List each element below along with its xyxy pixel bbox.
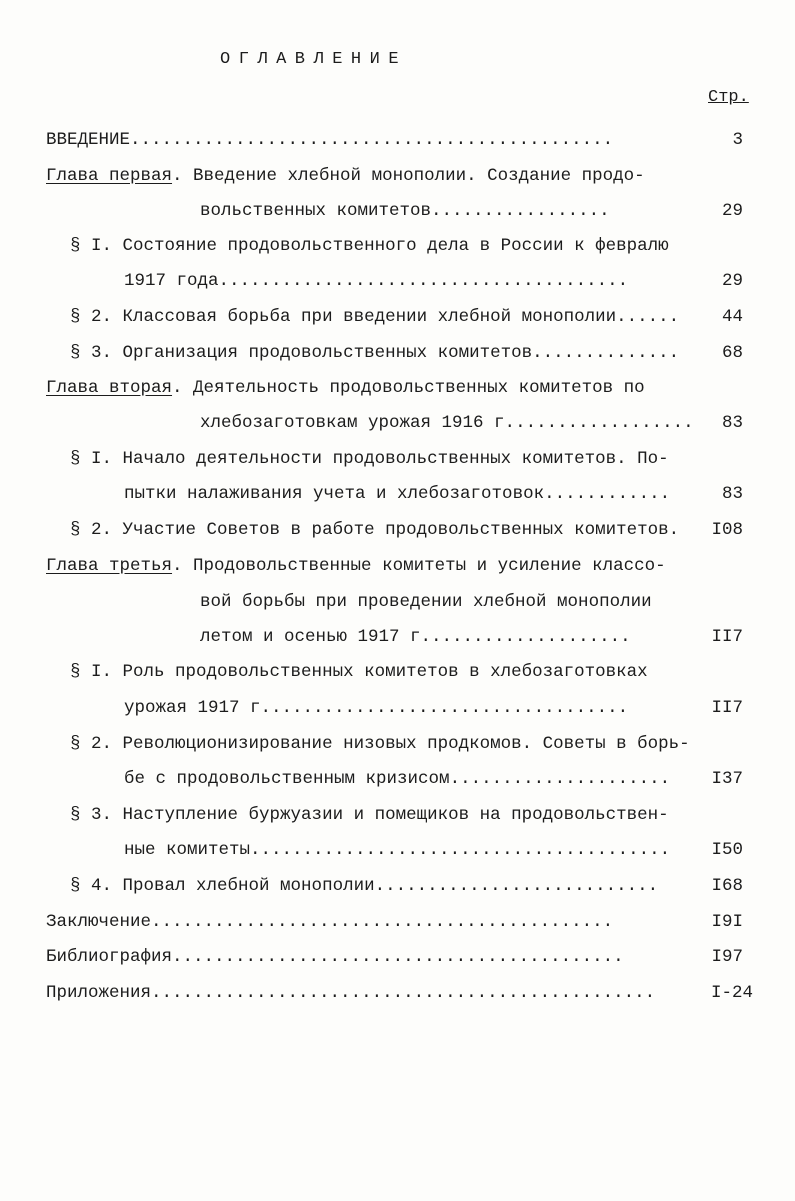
section-number: § 3. [70,343,113,363]
section-title-cont: пытки налаживания учета и хлебозаготовок [124,484,545,504]
toc-section [70,729,690,759]
toc-chapter-1-cont [200,196,610,226]
toc-section [70,302,679,332]
entry-label: ВВЕДЕНИЕ [46,130,131,150]
chapter-title-cont: вольственных комитетов [200,201,432,221]
leader-dots: ..................... [449,769,671,789]
page-number: 3 [732,130,743,150]
chapter-label: Глава первая [46,166,173,186]
page-number: I-24 [710,983,753,1003]
page-number: 83 [721,484,743,504]
toc-section [70,515,679,545]
chapter-title-cont: вой борьбы при проведении хлебной монополии [200,592,652,612]
leader-dots: ........................................... [172,947,624,967]
chapter-title: . Деятельность продовольственных комитетов по [172,378,645,398]
section-title-cont: ные комитеты [124,840,251,860]
page-title: ОГЛАВЛЕНИЕ [220,50,408,69]
toc-chapter-3 [46,551,666,581]
toc-section [70,871,658,901]
section-title: Состояние продовольственного дела в России к февралю [122,236,669,256]
toc-entry-bibliography [46,942,624,972]
toc-section [70,338,679,368]
leader-dots: ........................................ [250,840,671,860]
toc-chapter-2 [46,373,645,403]
page-number: I37 [711,769,743,789]
leader-dots: ................... [431,627,631,647]
page-number: II7 [711,627,743,647]
section-number: § 2. [70,307,113,327]
page-number: 29 [721,201,743,221]
toc-section-cont [124,479,670,509]
section-title: Роль продовольственных комитетов в хлебозаготовках [122,662,648,682]
chapter-title-cont: летом и осенью 1917 г. [200,627,432,647]
chapter-label: Глава вторая [46,378,173,398]
leader-dots: ................. [515,413,694,433]
section-title: Организация продовольственных комитетов [122,343,533,363]
section-title: Участие Советов в работе продовольственных комитетов. [122,520,680,540]
page-number: I08 [711,520,743,540]
section-number: § I. [70,449,113,469]
entry-label: Приложения [46,983,152,1003]
toc-section-cont [124,835,670,865]
page-number: I97 [711,947,743,967]
section-title: Наступление буржуазии и помещиков на продовольствен- [122,805,669,825]
toc-entry-conclusion [46,907,613,937]
section-title: Революционизирование низовых продкомов. Советы в борь- [122,734,690,754]
toc-section-cont [124,764,670,794]
entry-label: Заключение [46,912,152,932]
section-number: § I. [70,236,113,256]
leader-dots: .................................. [271,698,629,718]
section-number: § 2. [70,734,113,754]
leader-dots: ........................... [374,876,659,896]
toc-section [70,800,669,830]
section-number: § 2. [70,520,113,540]
page-number: I9I [711,912,743,932]
toc-entry-appendix [46,978,655,1008]
section-title-cont: бе с продовольственным кризисом [124,769,450,789]
toc-chapter-2-cont [200,408,694,438]
section-title-cont: 1917 года [124,271,219,291]
chapter-label: Глава третья [46,556,173,576]
leader-dots: ................................................ [151,983,656,1003]
toc-chapter-3-cont [200,622,631,652]
toc-section [70,444,669,474]
chapter-title-cont: хлебозаготовкам урожая 1916 г. [200,413,516,433]
toc-chapter-3-cont [200,587,652,617]
toc-chapter-1 [46,161,645,191]
section-title: Классовая борьба при введении хлебной монополии [122,307,617,327]
section-title-cont: урожая 1917 г. [124,698,272,718]
page-column-header: Стр. [708,88,749,107]
chapter-title: . Введение хлебной монополии. Создание продо- [172,166,645,186]
section-number: § 4. [70,876,113,896]
entry-label: Библиография [46,947,173,967]
toc-entry-intro [46,125,613,155]
page-number: 68 [721,343,743,363]
leader-dots: ............................................ [151,912,614,932]
page-number: I50 [711,840,743,860]
page-number: 83 [721,413,743,433]
leader-dots: ...... [616,307,680,327]
leader-dots: .............. [532,343,680,363]
chapter-title: . Продовольственные комитеты и усиление классо- [172,556,666,576]
toc-section-cont [124,693,628,723]
toc-section [70,657,648,687]
leader-dots: ....................................... [218,271,629,291]
page-number: II7 [711,698,743,718]
section-number: § 3. [70,805,113,825]
section-number: § I. [70,662,113,682]
toc-section-cont [124,266,628,296]
toc-section [70,231,669,261]
leader-dots: .............................................. [130,130,614,150]
page-number: 29 [721,271,743,291]
page-number: 44 [721,307,743,327]
section-title: Провал хлебной монополии [122,876,375,896]
leader-dots: ................. [431,201,610,221]
section-title: Начало деятельности продовольственных комитетов. По- [122,449,669,469]
page-number: I68 [711,876,743,896]
leader-dots: ............ [544,484,671,504]
